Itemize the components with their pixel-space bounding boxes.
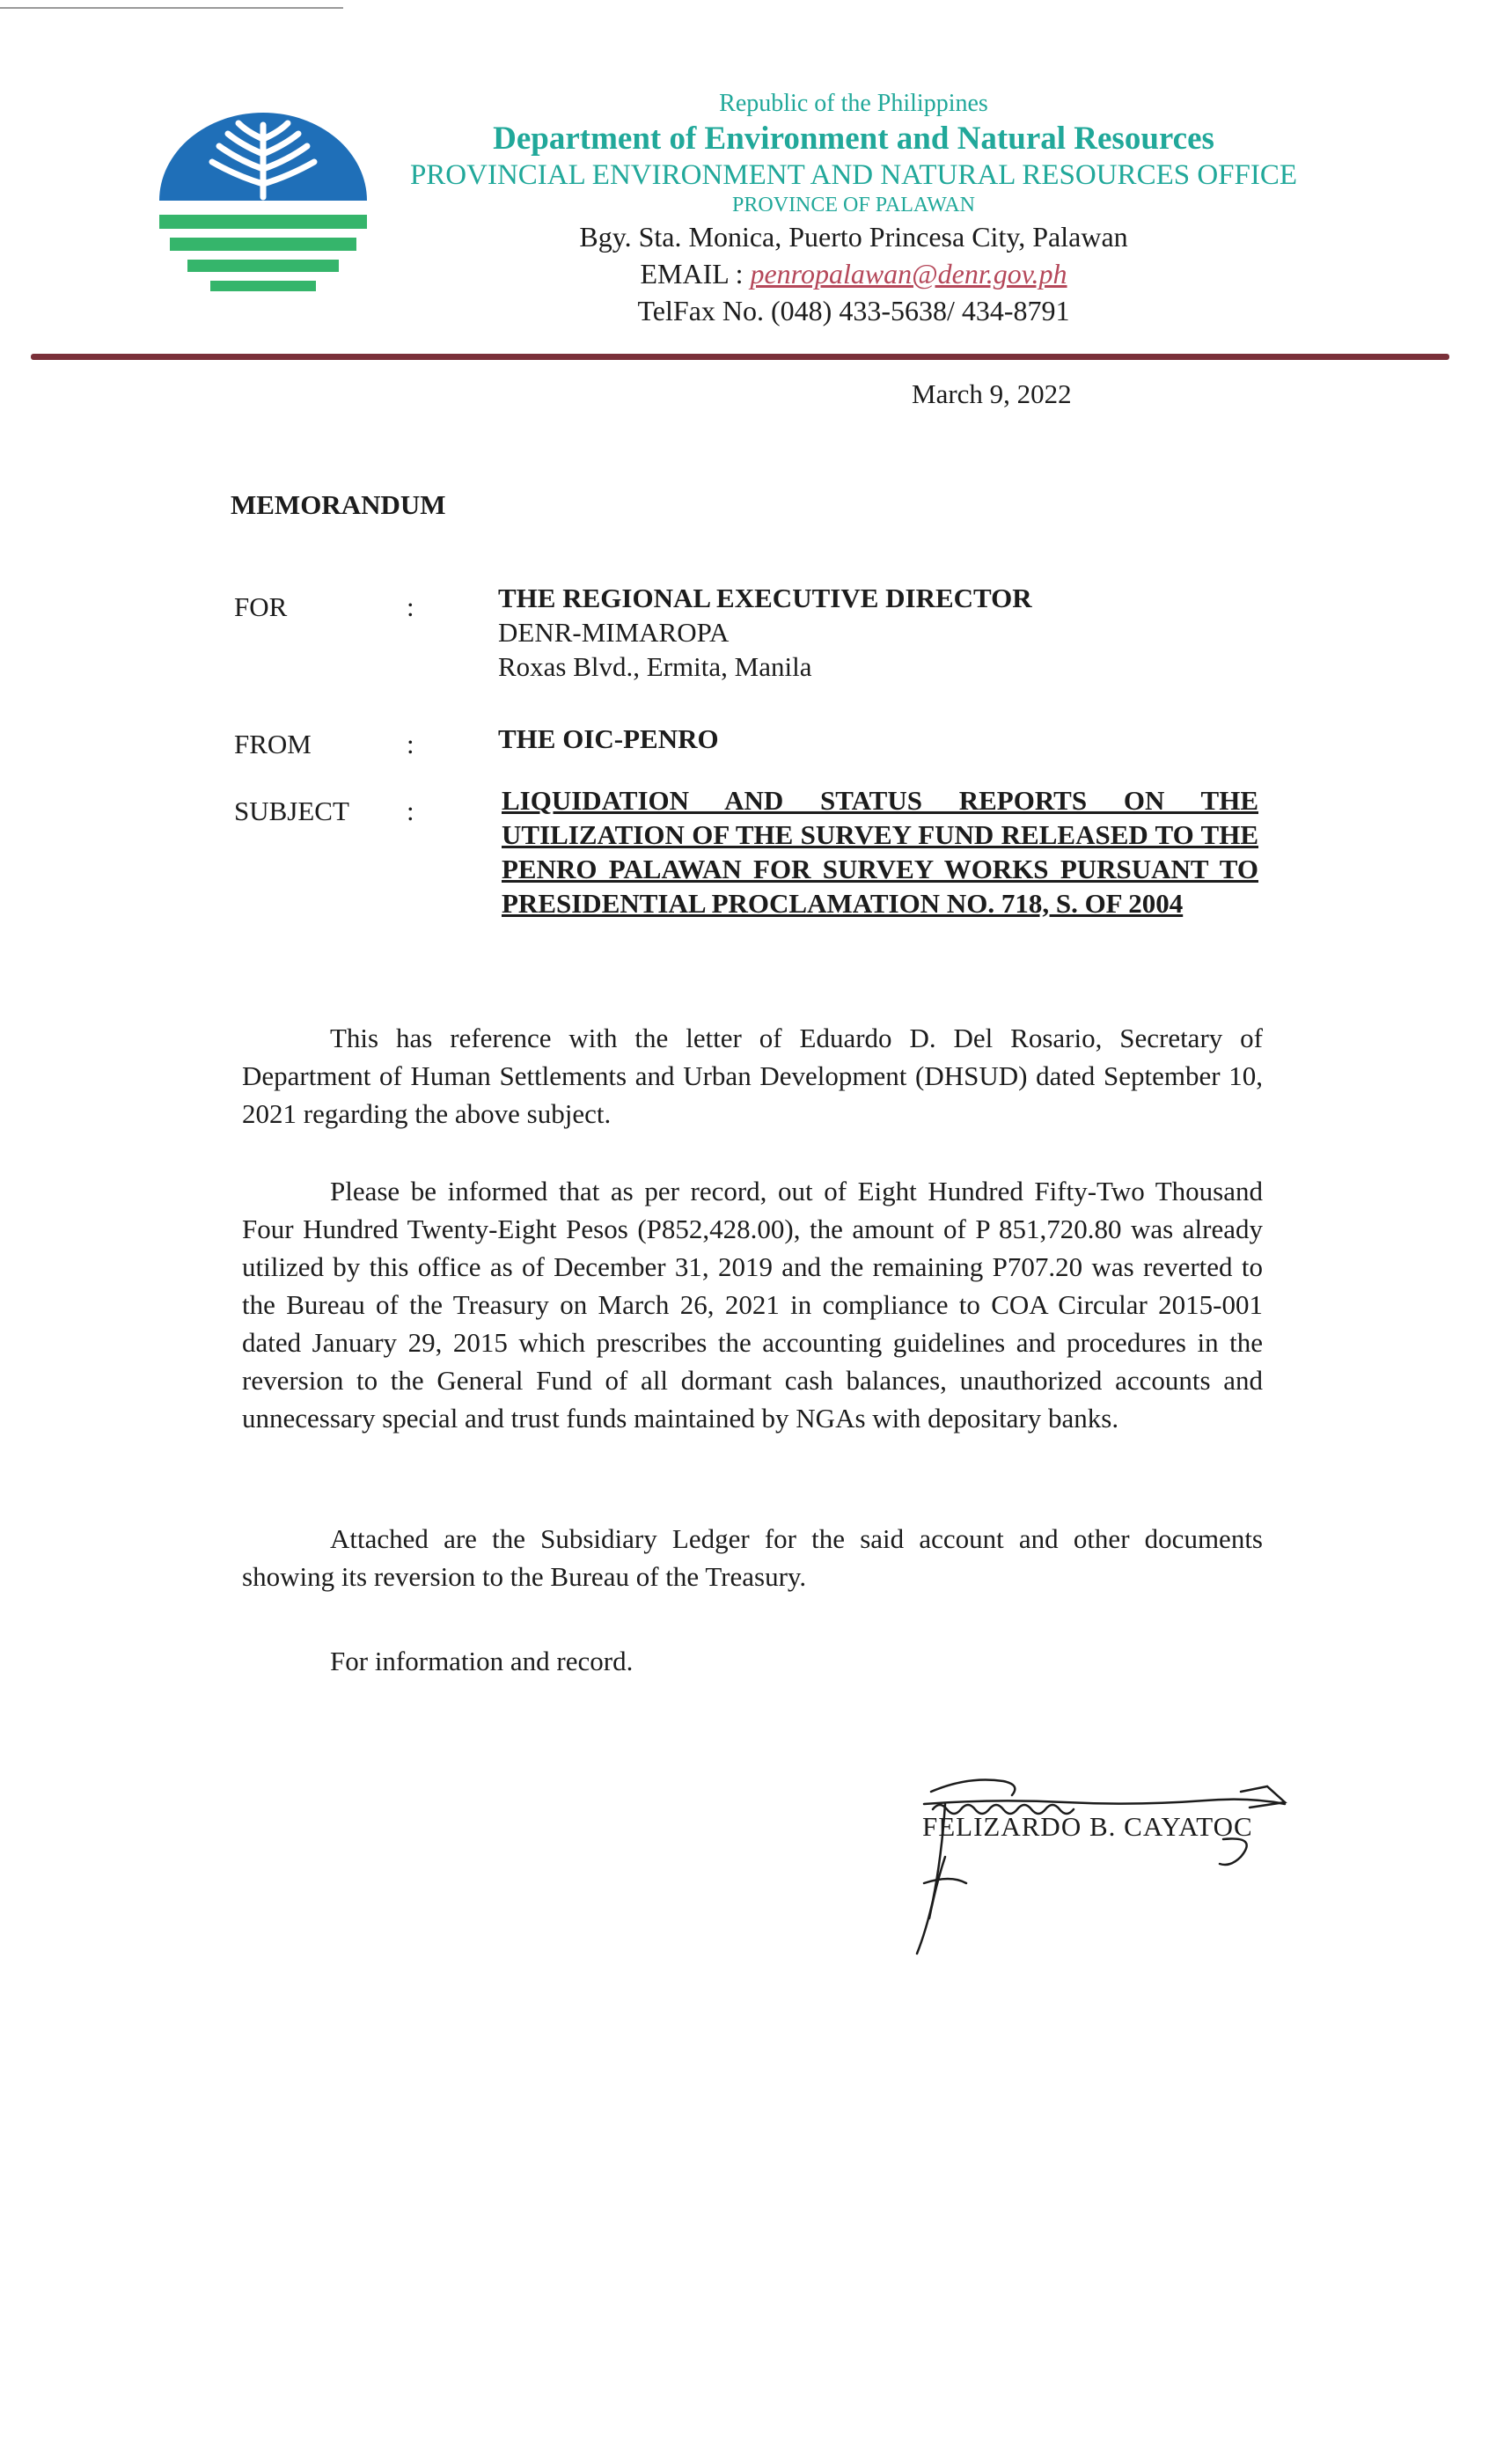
letterhead-province: PROVINCE OF PALAWAN: [732, 194, 975, 216]
email-link[interactable]: penropalawan@denr.gov.ph: [750, 258, 1067, 290]
for-recipient-title: THE REGIONAL EXECUTIVE DIRECTOR: [498, 583, 1032, 613]
letterhead-email-line: [352, 255, 1355, 292]
letterhead-office: PROVINCIAL ENVIRONMENT AND NATURAL RESOURCES OFFICE: [409, 159, 1298, 191]
memo-date: March 9, 2022: [912, 378, 1072, 409]
body-paragraph-3: Attached are the Subsidiary Ledger for the said account and other documents showing its reversion to the Bureau of the Treasury.: [242, 1523, 1263, 1592]
handwritten-signature: [871, 1751, 1320, 1962]
letterhead: [352, 88, 1355, 329]
subject-value: LIQUIDATION AND STATUS REPORTS ON THE UTILIZATION OF THE SURVEY FUND RELEASED TO THE PENRO PALAWAN FOR SURVEY WORKS PURSUANT TO PRESIDENTIAL PROCLAMATION NO. 718, S. OF 2004: [502, 785, 1258, 919]
body-paragraph-4: For information and record.: [330, 1646, 634, 1676]
body-paragraph-2: Please be informed that as per record, out of Eight Hundred Fifty-Two Thousand Four Hundred Twenty-Eight Pesos (P852,428.00), the amount of P 851,720.80 was already utilized by this office as of December 31, 2019 and the remaining P707.20 was reverted to the Bureau of the Treasury on March 26, 2021 in compliance to COA Circular 2015-001 dated January 29, 2015 which prescribes the accounting guidelines and procedures in the reversion to the General Fund of all dormant cash balances, unauthorized accounts and unnecessary special and trust funds maintained by NGAs with depositary banks.: [242, 1176, 1263, 1434]
letterhead-address: Bgy. Sta. Monica, Puerto Princesa City, Palawan: [579, 221, 1128, 253]
letterhead-divider: [31, 354, 1449, 360]
subject-colon: :: [407, 796, 414, 826]
email-label: EMAIL :: [640, 258, 751, 290]
from-label: FROM: [234, 729, 312, 759]
scan-edge-line: [0, 7, 343, 9]
denr-logo: [157, 106, 370, 308]
letterhead-republic: Republic of the Philippines: [719, 90, 988, 117]
letterhead-telfax: TelFax No. (048) 433-5638/ 434-8791: [637, 295, 1070, 326]
from-colon: :: [407, 729, 414, 759]
letterhead-department: Department of Environment and Natural Resources: [493, 121, 1214, 157]
memo-type: MEMORANDUM: [231, 489, 446, 520]
for-label: FOR: [234, 591, 288, 622]
for-recipient-address: Roxas Blvd., Ermita, Manila: [498, 651, 812, 682]
for-recipient: [498, 581, 1032, 684]
for-colon: :: [407, 591, 414, 622]
body-paragraph-1: This has reference with the letter of Eduardo D. Del Rosario, Secretary of Department of Human Settlements and Urban Development (DHSUD) dated September 10, 2021 regarding the above subject.: [242, 1023, 1263, 1129]
from-value: THE OIC-PENRO: [498, 723, 719, 754]
subject-label: SUBJECT: [234, 796, 349, 826]
for-recipient-office: DENR-MIMAROPA: [498, 617, 730, 648]
signatory-name: FELIZARDO B. CAYATOC: [922, 1811, 1253, 1842]
